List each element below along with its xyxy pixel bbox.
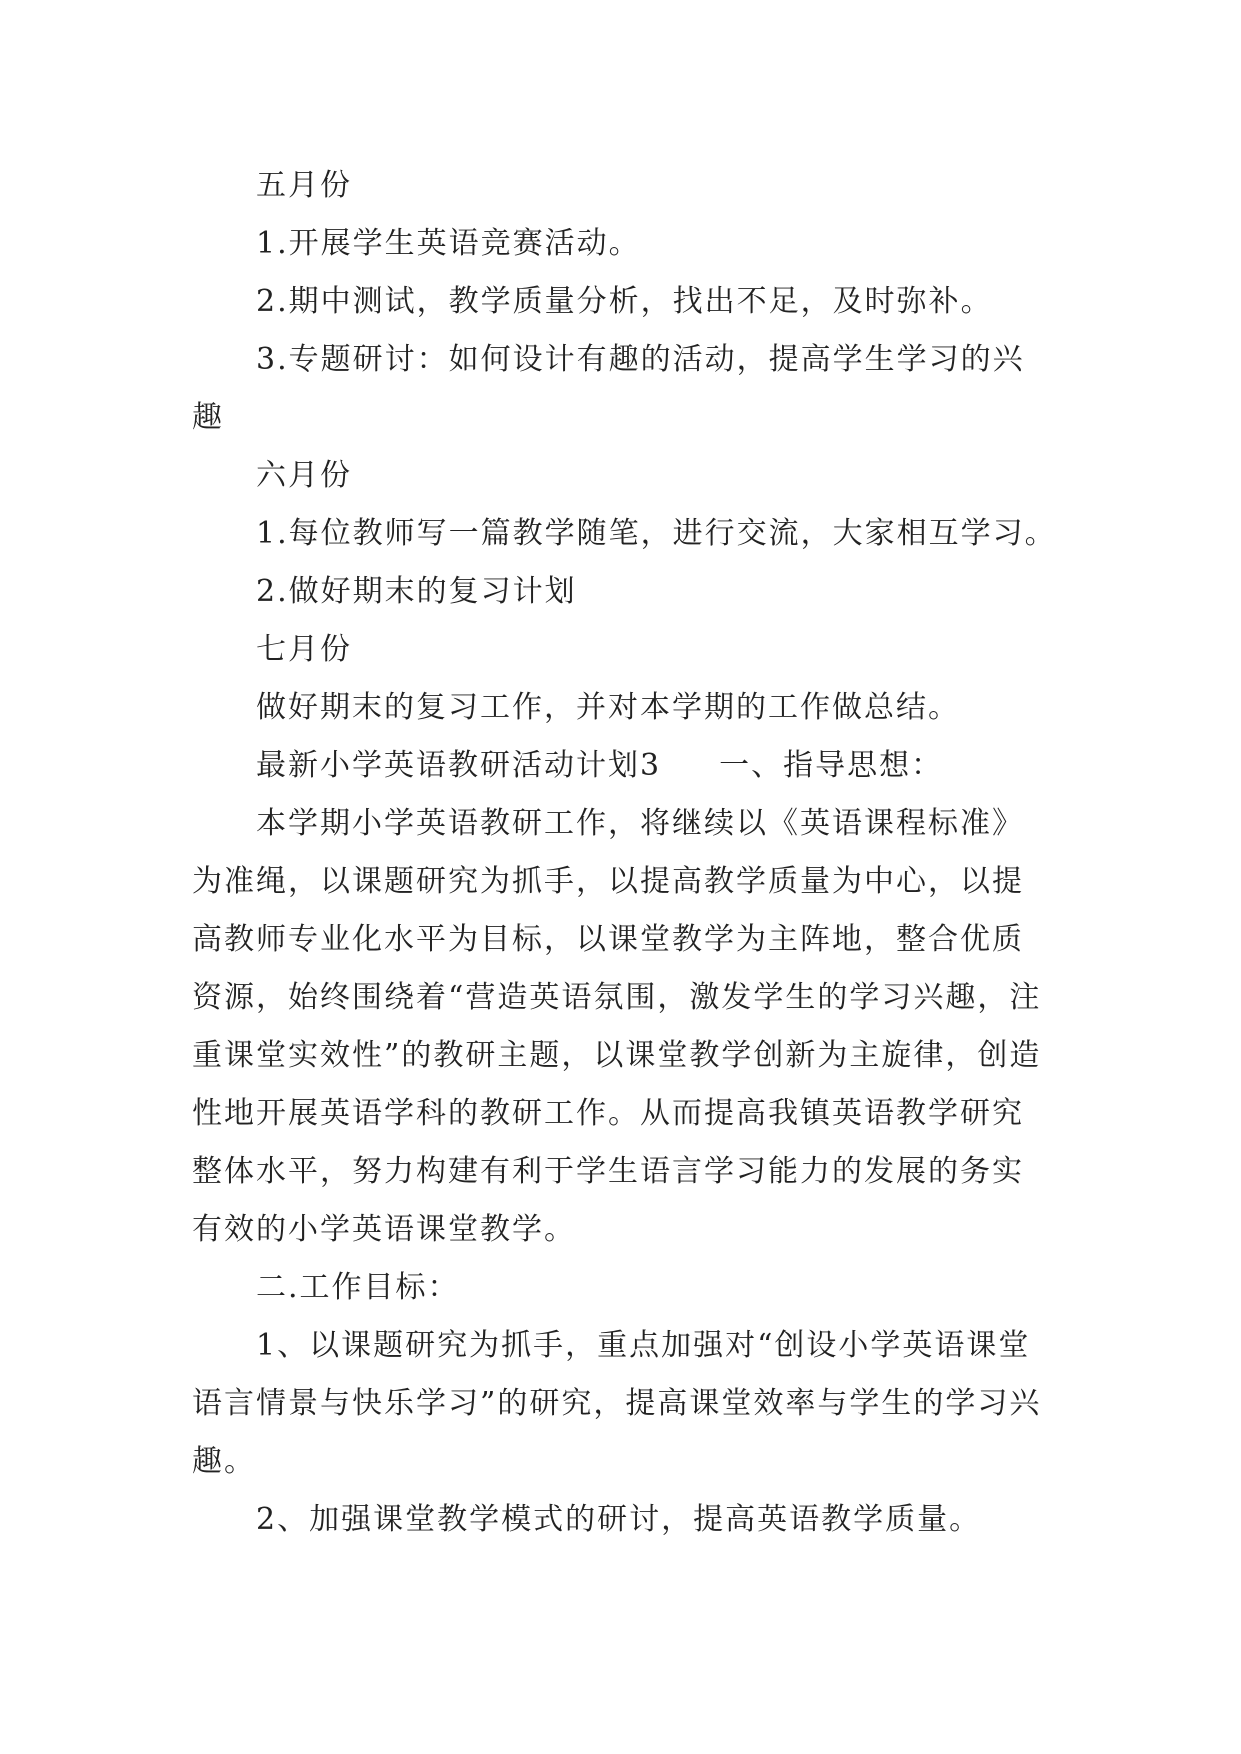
paragraph: 1、以课题研究为抓手，重点加强对“创设小学英语课堂语言情景与快乐学习”的研究，提高课堂效率与学生的学习兴趣。 [192, 1328, 1042, 1479]
list-item: 1.开展学生英语竞赛活动。 [256, 226, 641, 261]
section-heading-work-goals: 二.工作目标： [256, 1270, 460, 1305]
plan-title: 最新小学英语教研活动计划3 [256, 748, 662, 783]
paragraph: 本学期小学英语教研工作，将继续以《英语课程标准》为准绳，以课题研究为抓手，以提高教学质量为中心，以提高教师专业化水平为目标，以课堂教学为主阵地，整合优质资源，始终围绕着“营造英语氛围，激发学生的学习兴趣，注重课堂实效性”的教研主题，以课堂教学创新为主旋律，创造性地开展英语学科的教研工作。从而提高我镇英语教学研究整体水平，努力构建有利于学生语言学习能力的发展的务实有效的小学英语课堂教学。 [192, 806, 1042, 1247]
list-item: 2.做好期末的复习计划 [256, 574, 577, 609]
section-heading-guiding-thought: 一、指导思想： [719, 748, 944, 783]
month-heading-july: 七月份 [256, 632, 352, 667]
plan-heading-line [192, 737, 1052, 795]
list-item: 2.期中测试，教学质量分析，找出不足，及时弥补。 [256, 284, 993, 319]
list-item: 1.每位教师写一篇教学随笔，进行交流，大家相互学习。 [256, 516, 1057, 551]
month-heading-june: 六月份 [256, 458, 352, 493]
paragraph: 做好期末的复习工作，并对本学期的工作做总结。 [256, 690, 960, 725]
document-body [192, 157, 1057, 1549]
month-heading-may: 五月份 [256, 168, 352, 203]
list-item: 3.专题研讨：如何设计有趣的活动，提高学生学习的兴趣 [192, 342, 1025, 435]
paragraph: 2、加强课堂教学模式的研讨，提高英语教学质量。 [256, 1502, 982, 1537]
